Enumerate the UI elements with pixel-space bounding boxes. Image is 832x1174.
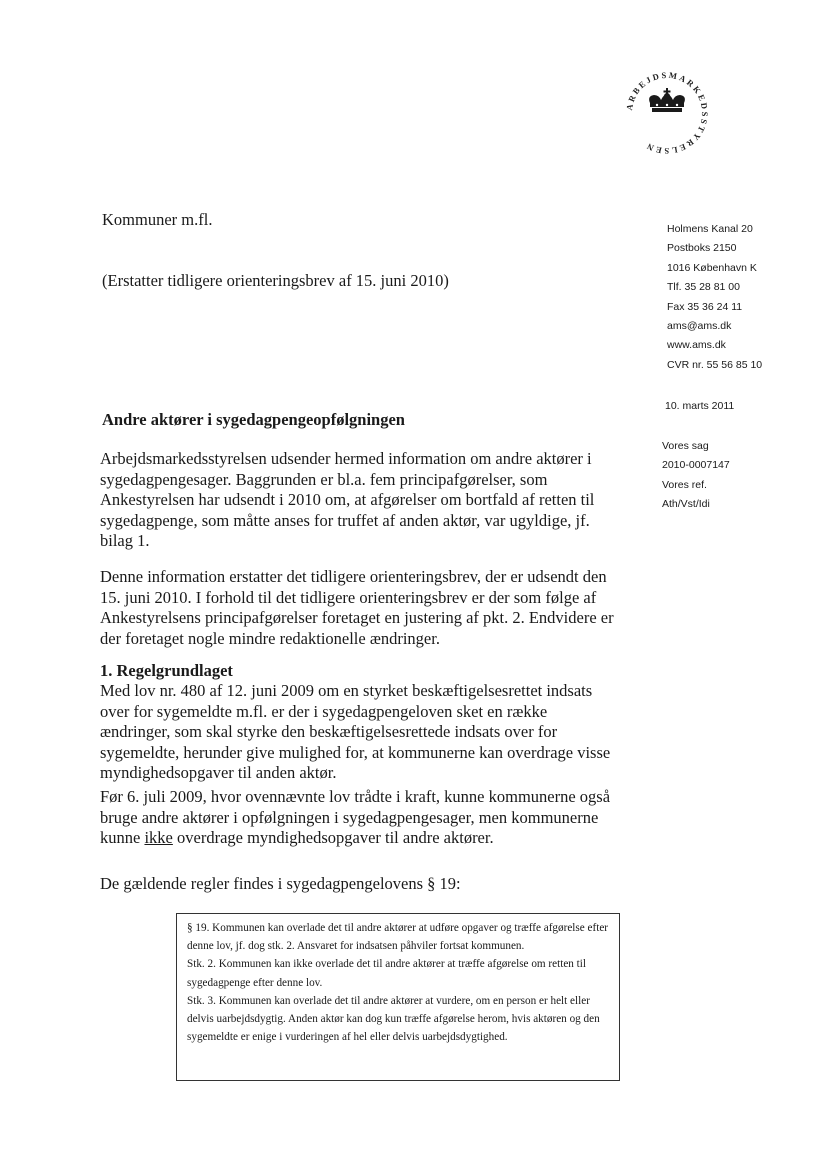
history-paragraph (100, 787, 620, 849)
address-line: Holmens Kanal 20 (667, 223, 753, 235)
svg-text:ARBEJDSMARKEDSSTYRELSEN: ARBEJDSMARKEDSSTYRELSEN (623, 69, 711, 157)
agency-logo (612, 58, 722, 168)
case-number: 2010-0007147 (662, 459, 730, 472)
ref-value: Ath/Vst/Idi (662, 498, 710, 511)
case-label: Vores sag (662, 440, 709, 452)
history-text-before: Før 6. juli 2009, hvor ovennævnte lov trådte i kraft, kunne kommunerne også bruge andre aktører i opfølgningen i sygedagpengesager, men kommunerne kunne (100, 787, 611, 847)
crown-seal-icon (612, 58, 722, 168)
fax: Fax 35 36 24 11 (667, 300, 743, 313)
law-quote-box (176, 913, 620, 1081)
case-reference (662, 437, 730, 515)
email: ams@ams.dk (667, 320, 732, 333)
phone: Tlf. 35 28 81 00 (667, 281, 740, 294)
history-text-after: overdrage myndighedsopgaver til andre aktører. (172, 828, 494, 847)
sender-address (667, 220, 817, 375)
emphasis-underline: ikke (144, 828, 173, 847)
replaces-note: (Erstatter tidligere orienteringsbrev af 15. juni 2010) (102, 271, 449, 290)
replacement-paragraph: Denne information erstatter det tidligere orienteringsbrev, der er udsendt den 15. juni 2010. I forhold til det tidligere orienteringsbrev er der som følge af Ankestyrelsens principafgørelser foretaget en justering af pkt. 2. Endvidere er der foretaget nogle mindre redaktionelle ændringer. (100, 567, 614, 648)
law-paragraph: Stk. 3. Kommunen kan overlade det til andre aktører at vurdere, om en person er helt eller delvis uarbejdsdygtig. Anden aktør kan dog kun træffe afgørelse herom, hvis aktøren og den sygemeldte er enige i vurderingen af hel eller delvis uarbejdsdygtighed. (187, 994, 600, 1044)
address-line: Postboks 2150 (667, 242, 737, 255)
recipient: Kommuner m.fl. (102, 210, 213, 229)
intro-paragraph: Arbejdsmarkedsstyrelsen udsender hermed information om andre aktører i sygedagpengesager. Baggrunden er bl.a. fem principafgørelser, som Ankestyrelsen har udsendt i 2010 om, at afgørelser om bortfald af retten til sygedagpenge, som måtte anses for truffet af anden aktør, var ugyldige, jf. bilag 1. (100, 449, 595, 550)
letter-date: 10. marts 2011 (665, 400, 735, 412)
law-paragraph: § 19. Kommunen kan overlade det til andre aktører at udføre opgaver og træffe afgørelse efter denne lov, jf. dog stk. 2. Ansvaret for indsatsen påhviler fortsat kommunen. (187, 922, 609, 953)
rules-intro: De gældende regler findes i sygedagpengelovens § 19: (100, 874, 461, 893)
section-paragraph: Med lov nr. 480 af 12. juni 2009 om en styrket beskæftigelsesrettet indsats over for sygemeldte m.fl. er der i sygedagpengeloven sket en række ændringer, som skal styrke den beskæftigelsesrettede indsats over for sygemeldte, herunder give mulighed for, at kommunerne kan overdrage visse myndighedsopgaver til anden aktør. (100, 681, 611, 782)
address-line: 1016 København K (667, 261, 757, 274)
website: www.ams.dk (667, 339, 726, 352)
law-paragraph: Stk. 2. Kommunen kan ikke overlade det til andre aktører at træffe afgørelse om retten til sygedagpenge efter denne lov. (187, 958, 586, 989)
cvr-number: CVR nr. 55 56 85 10 (667, 358, 763, 371)
document-title: Andre aktører i sygedagpengeopfølgningen (102, 410, 405, 429)
section-heading: 1. Regelgrundlaget (100, 661, 233, 680)
ref-label: Vores ref. (662, 478, 707, 491)
